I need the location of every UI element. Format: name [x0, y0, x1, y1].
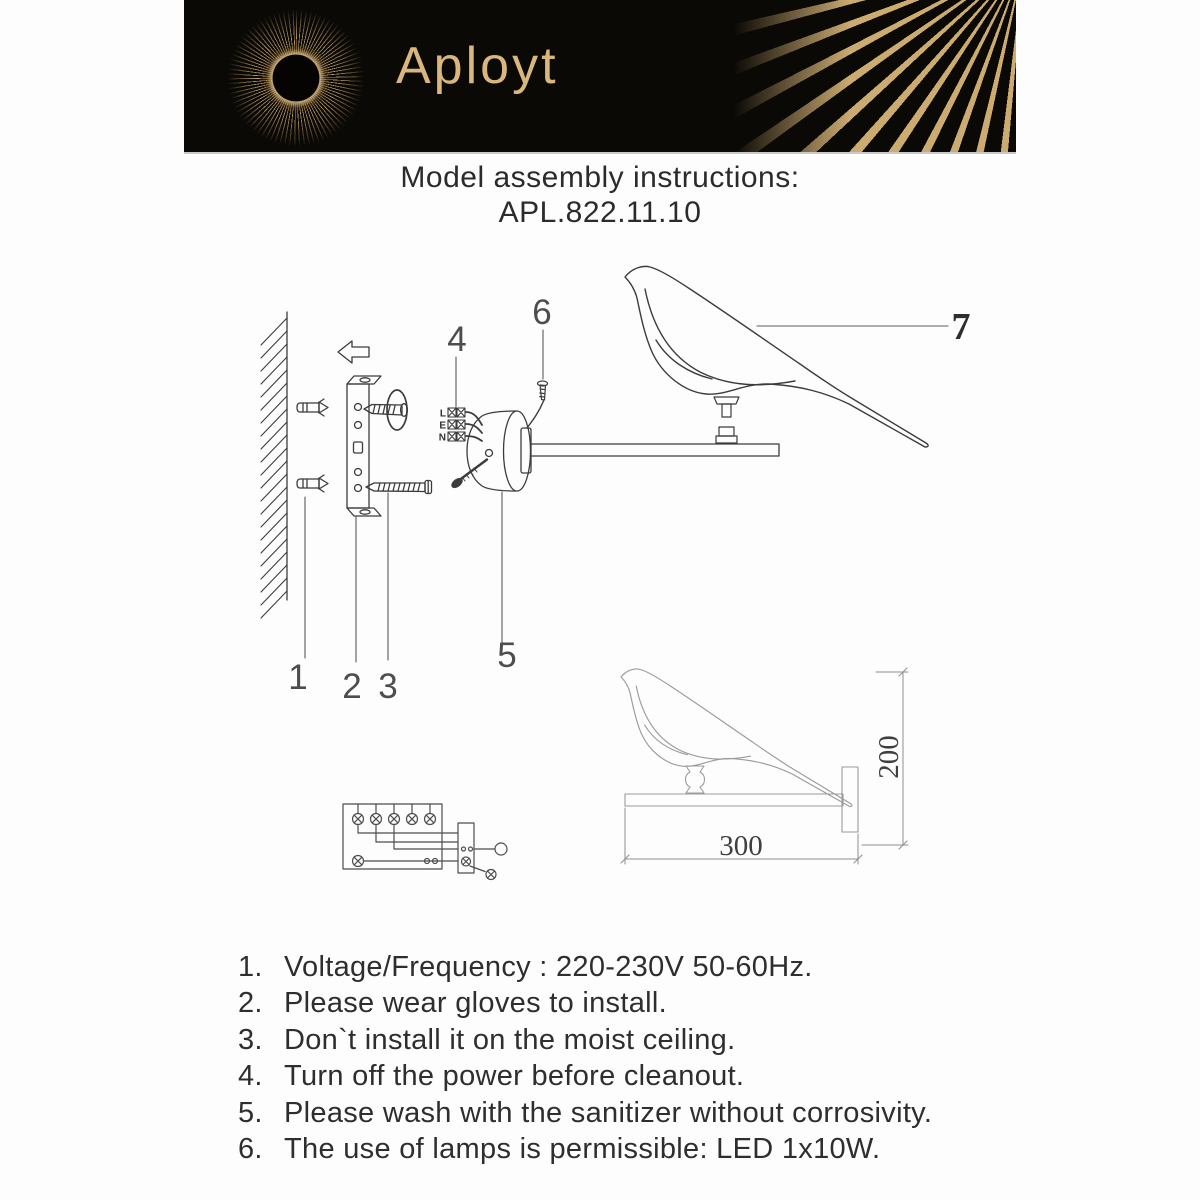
dimension-arm [625, 794, 843, 806]
driver-box [458, 823, 474, 873]
instruction-item [238, 1058, 998, 1094]
part-label-7: 7 [951, 306, 971, 348]
dim-width-label: 300 [719, 830, 763, 862]
instruction-number: 2. [238, 987, 263, 1020]
model-number: APL.822.11.10 [498, 196, 702, 229]
title-block [0, 160, 1200, 230]
dimension-lines [621, 668, 908, 864]
dim-height-label: 200 [873, 735, 905, 779]
brand-wordmark: Aployt [396, 37, 559, 95]
wall-section [261, 312, 287, 618]
dimension-diagram [621, 668, 908, 864]
terminal-label-e: E [439, 420, 446, 432]
instruction-item [238, 1131, 998, 1167]
instruction-number: 5. [238, 1096, 263, 1129]
sunburst-logo-icon [226, 8, 366, 148]
set-screw [527, 381, 548, 428]
part-label-6: 6 [532, 293, 552, 332]
instruction-number: 1. [238, 951, 263, 983]
instruction-text: The use of lamps is permissible: LED 1x10W. [284, 1133, 881, 1166]
mounting-screw [366, 481, 432, 494]
screw-with-ring [364, 390, 407, 430]
assembly-diagram [240, 250, 1000, 900]
instruction-item [238, 985, 998, 1021]
instruction-item [238, 1022, 998, 1058]
rays-decoration [716, 0, 1016, 152]
wiring-diagram [343, 804, 507, 880]
bird-lamp-shade [625, 266, 928, 447]
instruction-number: 6. [238, 1133, 263, 1166]
instruction-text: Turn off the power before cleanout. [284, 1060, 745, 1093]
instruction-number: 3. [238, 1023, 263, 1056]
terminal-block [439, 408, 482, 444]
instruction-text: Please wear gloves to install. [284, 987, 667, 1020]
part-label-2: 2 [342, 667, 362, 706]
mounting-arm [531, 444, 779, 456]
part-label-1: 1 [288, 658, 308, 697]
wall-anchor-upper [297, 399, 328, 416]
part-label-3: 3 [378, 667, 398, 706]
terminal-label-n: N [438, 432, 446, 444]
dimension-bird [621, 669, 852, 807]
page-title: Model assembly instructions: [400, 161, 800, 194]
instructions-list [238, 949, 998, 1167]
instruction-number: 4. [238, 1060, 263, 1093]
instruction-text: Don`t install it on the moist ceiling. [284, 1023, 736, 1056]
brand-banner [184, 0, 1016, 154]
terminal-label-l: L [439, 408, 446, 420]
leader-lines [305, 326, 948, 662]
part-label-5: 5 [497, 636, 517, 675]
instruction-item [238, 949, 998, 985]
direction-arrow-icon [338, 341, 369, 363]
instruction-text: Please wash with the sanitizer without corrosivity. [284, 1096, 933, 1129]
instruction-text: Voltage/Frequency : 220-230V 50-60Hz. [284, 951, 813, 983]
instruction-item [238, 1095, 998, 1131]
canopy-base [467, 411, 531, 491]
wall-anchor-lower [297, 475, 328, 492]
part-label-4: 4 [447, 320, 467, 359]
mounting-bracket [347, 376, 381, 516]
